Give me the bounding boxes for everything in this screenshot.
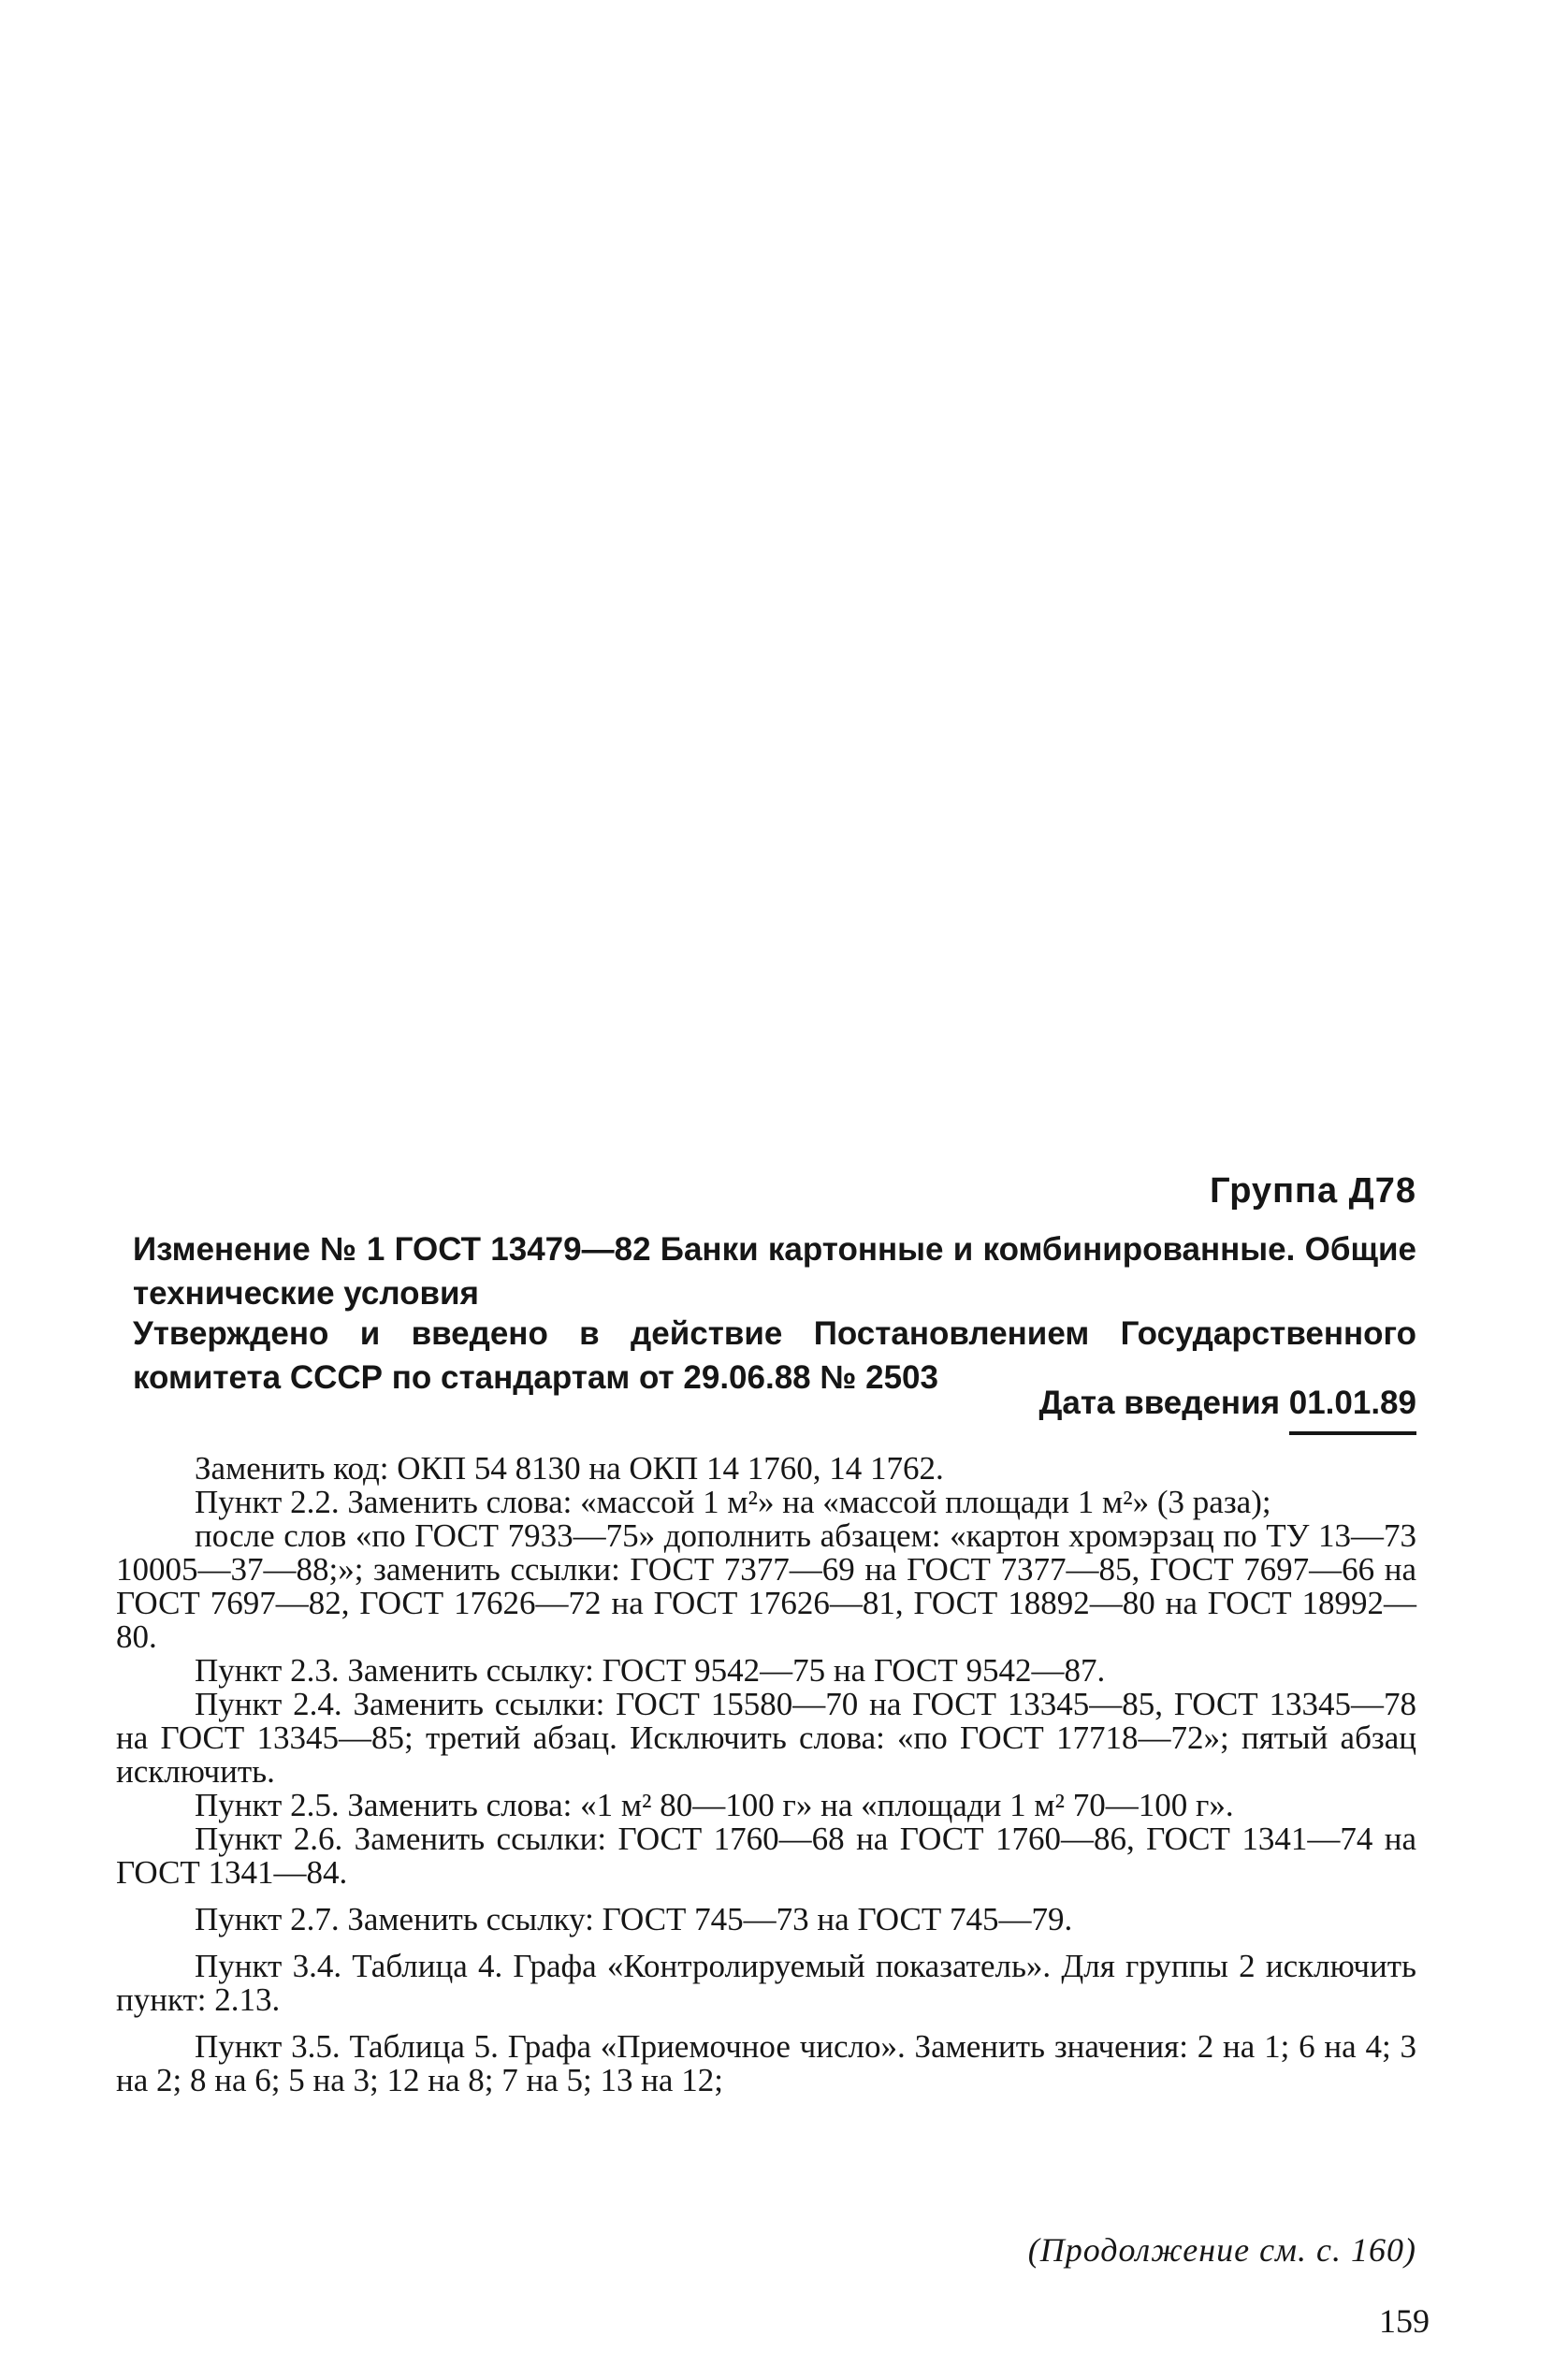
- paragraph-2-4: Пункт 2.4. Заменить ссылки: ГОСТ 15580—70 на ГОСТ 13345—85, ГОСТ 13345—78 на ГОСТ 13345—85; третий абзац. Исключить слова: «по ГОСТ 17718—72»; пятый абзац исключить.: [116, 1686, 1416, 1790]
- paragraph-2-2: Пункт 2.2. Заменить слова: «массой 1 м²» на «массой площади 1 м²» (3 раза);: [195, 1484, 1271, 1520]
- intro-date-label: Дата введения: [1038, 1385, 1281, 1421]
- paragraph-2-3: Пункт 2.3. Заменить ссылку: ГОСТ 9542—75 на ГОСТ 9542—87.: [195, 1652, 1106, 1689]
- paragraph-2-6: Пункт 2.6. Заменить ссылки: ГОСТ 1760—68 на ГОСТ 1760—86, ГОСТ 1341—74 на ГОСТ 1341—84.: [116, 1821, 1416, 1891]
- paragraph-okp-code: Заменить код: ОКП 54 8130 на ОКП 14 1760, 14 1762.: [195, 1450, 944, 1487]
- intro-date-value: 01.01.89: [1289, 1385, 1416, 1435]
- paragraph-3-5: Пункт 3.5. Таблица 5. Графа «Приемочное число». Заменить значения: 2 на 1; 6 на 4; 3 на 2; 8 на 6; 5 на 3; 12 на 8; 7 на 5; 13 на 12;: [116, 2028, 1416, 2098]
- paragraph-2-2-continued: после слов «по ГОСТ 7933—75» дополнить абзацем: «картон хромэрзац по ТУ 13—73 10005—37—88;»; заменить ссылки: ГОСТ 7377—69 на ГОСТ 7377—85, ГОСТ 7697—66 на ГОСТ 7697—82, ГОСТ 17626—72 на ГОСТ 17626—81, ГОСТ 18892—80 на ГОСТ 18992—80.: [116, 1517, 1416, 1655]
- intro-date: [1038, 1385, 1416, 1435]
- paragraph-3-4: Пункт 3.4. Таблица 4. Графа «Контролируемый показатель». Для группы 2 исключить пункт: 2.13.: [116, 1948, 1416, 2018]
- page-number: 159: [1379, 2302, 1430, 2340]
- paragraph-2-7: Пункт 2.7. Заменить ссылку: ГОСТ 745—73 на ГОСТ 745—79.: [195, 1901, 1073, 1937]
- approval-text: Утверждено и введено в действие Постановлением Государственного комитета СССР по стандартам от 29.06.88 № 2503: [133, 1315, 1416, 1396]
- amendment-body: [116, 1452, 1416, 2097]
- paragraph-2-5: Пункт 2.5. Заменить слова: «1 м² 80—100 г» на «площади 1 м² 70—100 г».: [195, 1787, 1234, 1823]
- continuation-note: (Продолжение см. с. 160): [1027, 2231, 1416, 2269]
- group-label: Группа Д78: [1210, 1171, 1416, 1211]
- change-title: Изменение № 1 ГОСТ 13479—82 Банки картонные и комбинированные. Общие технические условия: [133, 1231, 1416, 1312]
